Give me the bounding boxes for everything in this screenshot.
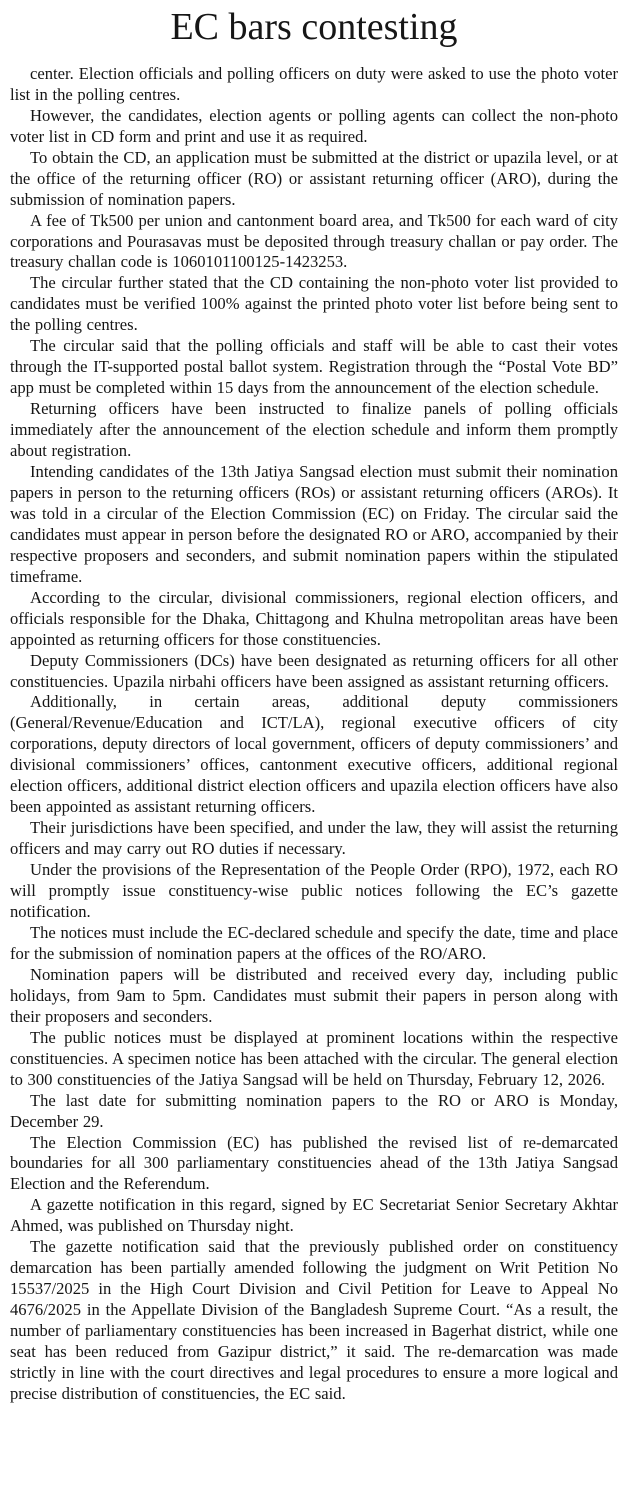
article-paragraph: Returning officers have been instructed to finalize panels of polling officials immediately after the announcement of the election schedule and inform them promptly about registration. — [10, 399, 618, 461]
article-paragraph: The public notices must be displayed at prominent locations within the respective constituencies. A specimen notice has been attached with the circular. The general election to 300 constituencies of the Jatiya Sangsad will be held on Thursday, February 12, 2026. — [10, 1027, 618, 1089]
article-paragraph: center. Election officials and polling officers on duty were asked to use the photo voter list in the polling centres. — [10, 63, 618, 104]
article-paragraph: A fee of Tk500 per union and cantonment board area, and Tk500 for each ward of city corporations and Pourasavas must be deposited through treasury challan or pay order. The treasury challan code is 1060101100125-1423253. — [10, 210, 618, 272]
article-paragraph: Additionally, in certain areas, additional deputy commissioners (General/Revenue/Education and ICT/LA), regional executive officers of city corporations, deputy directors of local government, officers of deputy commissioners’ and divisional commissioners’ offices, cantonment executive officers, additional regional election officers, additional district election officers and upazila election officers have also been appointed as assistant returning officers. — [10, 692, 618, 817]
article-paragraph: Intending candidates of the 13th Jatiya Sangsad election must submit their nomination papers in person to the returning officers (ROs) or assistant returning officers (AROs). It was told in a circular of the Election Commission (EC) on Friday. The circular said the candidates must appear in person before the designated RO or ARO, accompanied by their respective proposers and seconders, and submit nomination papers within the stipulated timeframe. — [10, 462, 618, 586]
article-paragraph: To obtain the CD, an application must be submitted at the district or upazila level, or at the office of the returning officer (RO) or assistant returning officer (ARO), during the submission of nomination papers. — [10, 147, 618, 209]
article-paragraph: However, the candidates, election agents or polling agents can collect the non-photo voter list in CD form and print and use it as required. — [10, 105, 618, 146]
article-paragraph: Under the provisions of the Representation of the People Order (RPO), 1972, each RO will promptly issue constituency-wise public notices following the EC’s gazette notification. — [10, 860, 618, 922]
article-paragraph: Nomination papers will be distributed and received every day, including public holidays, from 9am to 5pm. Candidates must submit their papers in person along with their proposers and seconders. — [10, 964, 618, 1026]
article-paragraph: The last date for submitting nomination papers to the RO or ARO is Monday, December 29. — [10, 1090, 618, 1131]
article-paragraph: The notices must include the EC-declared schedule and specify the date, time and place for the submission of nomination papers at the offices of the RO/ARO. — [10, 922, 618, 963]
article-paragraph: The circular said that the polling officials and staff will be able to cast their votes through the IT-supported postal ballot system. Registration through the “Postal Vote BD” app must be completed within 15 days from the announcement of the election schedule. — [10, 336, 618, 398]
article-paragraph: The circular further stated that the CD containing the non-photo voter list provided to candidates must be verified 100% against the printed photo voter list before being sent to the polling centres. — [10, 273, 618, 335]
article-paragraph: The Election Commission (EC) has published the revised list of re-demarcated boundaries for all 300 parliamentary constituencies ahead of the 13th Jatiya Sangsad Election and the Referendum. — [10, 1132, 618, 1194]
article-paragraph: Deputy Commissioners (DCs) have been designated as returning officers for all other constituencies. Upazila nirbahi officers have been assigned as assistant returning officers. — [10, 650, 618, 691]
article-paragraph: A gazette notification in this regard, signed by EC Secretariat Senior Secretary Akhtar Ahmed, was published on Thursday night. — [10, 1195, 618, 1236]
article-headline: EC bars contesting — [170, 6, 458, 48]
article-paragraph: The gazette notification said that the previously published order on constituency demarcation has been partially amended following the judgment on Writ Petition No 15537/2025 in the High Court Division and Civil Petition for Leave to Appeal No 4676/2025 in the Appellate Division of the Bangladesh Supreme Court. “As a result, the number of parliamentary constituencies has been increased in Bagerhat district, while one seat has been reduced from Gazipur district,” it said. The re-demarcation was made strictly in line with the court directives and legal procedures to ensure a more logical and precise distribution of constituencies, the EC said. — [10, 1237, 618, 1403]
article-paragraph: According to the circular, divisional commissioners, regional election officers, and officials responsible for the Dhaka, Chittagong and Khulna metropolitan areas have been appointed as returning officers for those constituencies. — [10, 587, 618, 649]
article-paragraph: Their jurisdictions have been specified, and under the law, they will assist the returning officers and may carry out RO duties if necessary. — [10, 818, 618, 859]
article-body — [10, 64, 618, 1405]
